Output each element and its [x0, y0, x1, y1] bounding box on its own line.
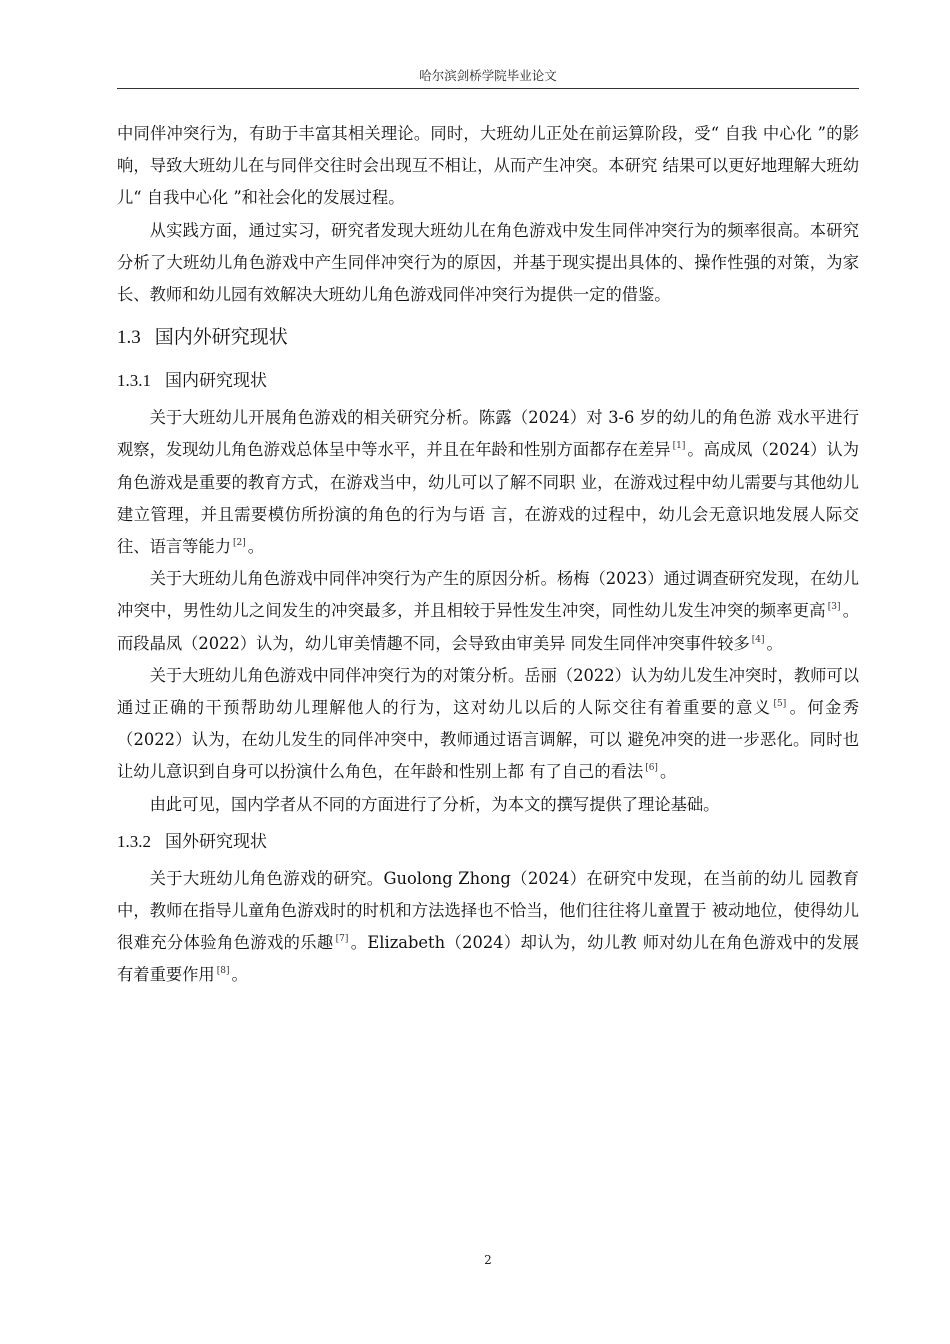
paragraph-text: 。高成凤（2024）认为角色游戏是重要的教育方式，在游戏当中，幼儿可以了解不同职 业，在游戏过程中幼儿需要与其他幼儿建立管理，并且需要模仿所扮演的角色的行为与语 言，在游戏的过程中，幼儿会无意识地发展人际交往、语言等能力	[117, 440, 860, 557]
paragraph-text: 。	[766, 633, 783, 653]
citation-ref: [3]	[827, 602, 841, 613]
citation-ref: [1]	[672, 441, 686, 452]
paragraph-countermeasures	[117, 660, 859, 789]
citation-ref: [7]	[335, 934, 349, 945]
paragraph-text: 关于大班幼儿角色游戏中同伴冲突行为的对策分析。岳丽（2022）认为幼儿发生冲突时，教师可以通过正确的干预帮助幼儿理解他人的行为，这对幼儿以后的人际交往有着重要的意义	[117, 665, 859, 718]
subsection-title: 国外研究现状	[165, 831, 267, 852]
section-heading-1-3	[117, 317, 859, 358]
citation-ref: [8]	[216, 966, 230, 977]
subsection-heading-1-3-2	[117, 823, 859, 861]
paragraph-practice	[117, 215, 859, 312]
section-title: 国内外研究现状	[154, 326, 288, 349]
subsection-number: 1.3.1	[117, 371, 151, 391]
paragraph-foreign-research	[117, 863, 859, 992]
header-divider	[117, 88, 859, 89]
citation-ref: [5]	[773, 699, 787, 710]
section-number: 1.3	[117, 327, 141, 349]
paragraph-text: 。何金秀（2022）认为，在幼儿发生的同伴冲突中，教师通过语言调解，可以 避免冲突的进一步恶化。同时也让幼儿意识到自身可以扮演什么角色，在年龄和性别上都 有了自己的看法	[117, 698, 859, 782]
paragraph-role-play-research	[117, 402, 859, 563]
paragraph-text: 关于大班幼儿开展角色游戏的相关研究分析。陈露（2024）对 3-6 岁的幼儿的角色游 戏水平进行观察，发现幼儿角色游戏总体呈中等水平，并且在年龄和性别方面都存在差异	[117, 408, 859, 460]
paragraph-text: 中同伴冲突行为，有助于丰富其相关理论。同时，大班幼儿正处在前运算阶段，受“ 自我 中心化 ”的影响，导致大班幼儿在与同伴交往时会出现互不相让，从而产生冲突。本研究 结果可以更好地理解大班幼儿“ 自我中心化 ”和社会化的发展过程。	[117, 124, 859, 208]
paragraph-text: 关于大班幼儿角色游戏的研究。Guolong Zhong（2024）在研究中发现，在当前的幼儿 园教育中，教师在指导儿童角色游戏时的时机和方法选择也不恰当，他们往往将儿童置于 被动地位，使得幼儿很难充分体验角色游戏的乐趣	[117, 868, 859, 953]
paragraph-text: 关于大班幼儿角色游戏中同伴冲突行为产生的原因分析。杨梅（2023）通过调查研究发现，在幼儿冲突中，男性幼儿之间发生的冲突最多，并且相较于异性发生冲突，同性幼儿发生冲突的频率更高	[117, 569, 859, 621]
subsection-heading-1-3-1	[117, 362, 859, 400]
paragraph-summary	[117, 789, 859, 821]
subsection-title: 国内研究现状	[165, 371, 267, 392]
paragraph-text: 。而段晶凤（2022）认为，幼儿审美情趣不同，会导致由审美异 同发生同伴冲突事件较多	[117, 601, 859, 653]
paragraph-text: 。	[247, 537, 265, 557]
paragraph-text: 。Elizabeth（2024）却认为，幼儿教 师对幼儿在角色游戏中的发展有着重要作用	[117, 933, 859, 985]
citation-ref: [6]	[645, 763, 658, 774]
paragraph-theory	[117, 118, 859, 215]
paragraph-text: 由此可见，国内学者从不同的方面进行了分析，为本文的撰写提供了理论基础。	[149, 794, 720, 814]
paragraph-text: 。	[659, 762, 677, 782]
subsection-number: 1.3.2	[117, 831, 151, 851]
citation-ref: [2]	[232, 538, 246, 549]
page-content	[117, 118, 859, 992]
citation-ref: [4]	[751, 634, 765, 645]
page-number: 2	[484, 1253, 492, 1267]
paragraph-text: 。	[231, 965, 248, 985]
page-header: 哈尔滨剑桥学院毕业论文	[419, 68, 557, 83]
paragraph-text: 从实践方面，通过实习，研究者发现大班幼儿在角色游戏中发生同伴冲突行为的频率很高。本研究分析了大班幼儿角色游戏中产生同伴冲突行为的原因，并基于现实提出具体的、操作性强的对策，为家长、教师和幼儿园有效解决大班幼儿角色游戏同伴冲突行为提供一定的借鉴。	[117, 220, 859, 305]
paragraph-conflict-causes	[117, 563, 859, 660]
